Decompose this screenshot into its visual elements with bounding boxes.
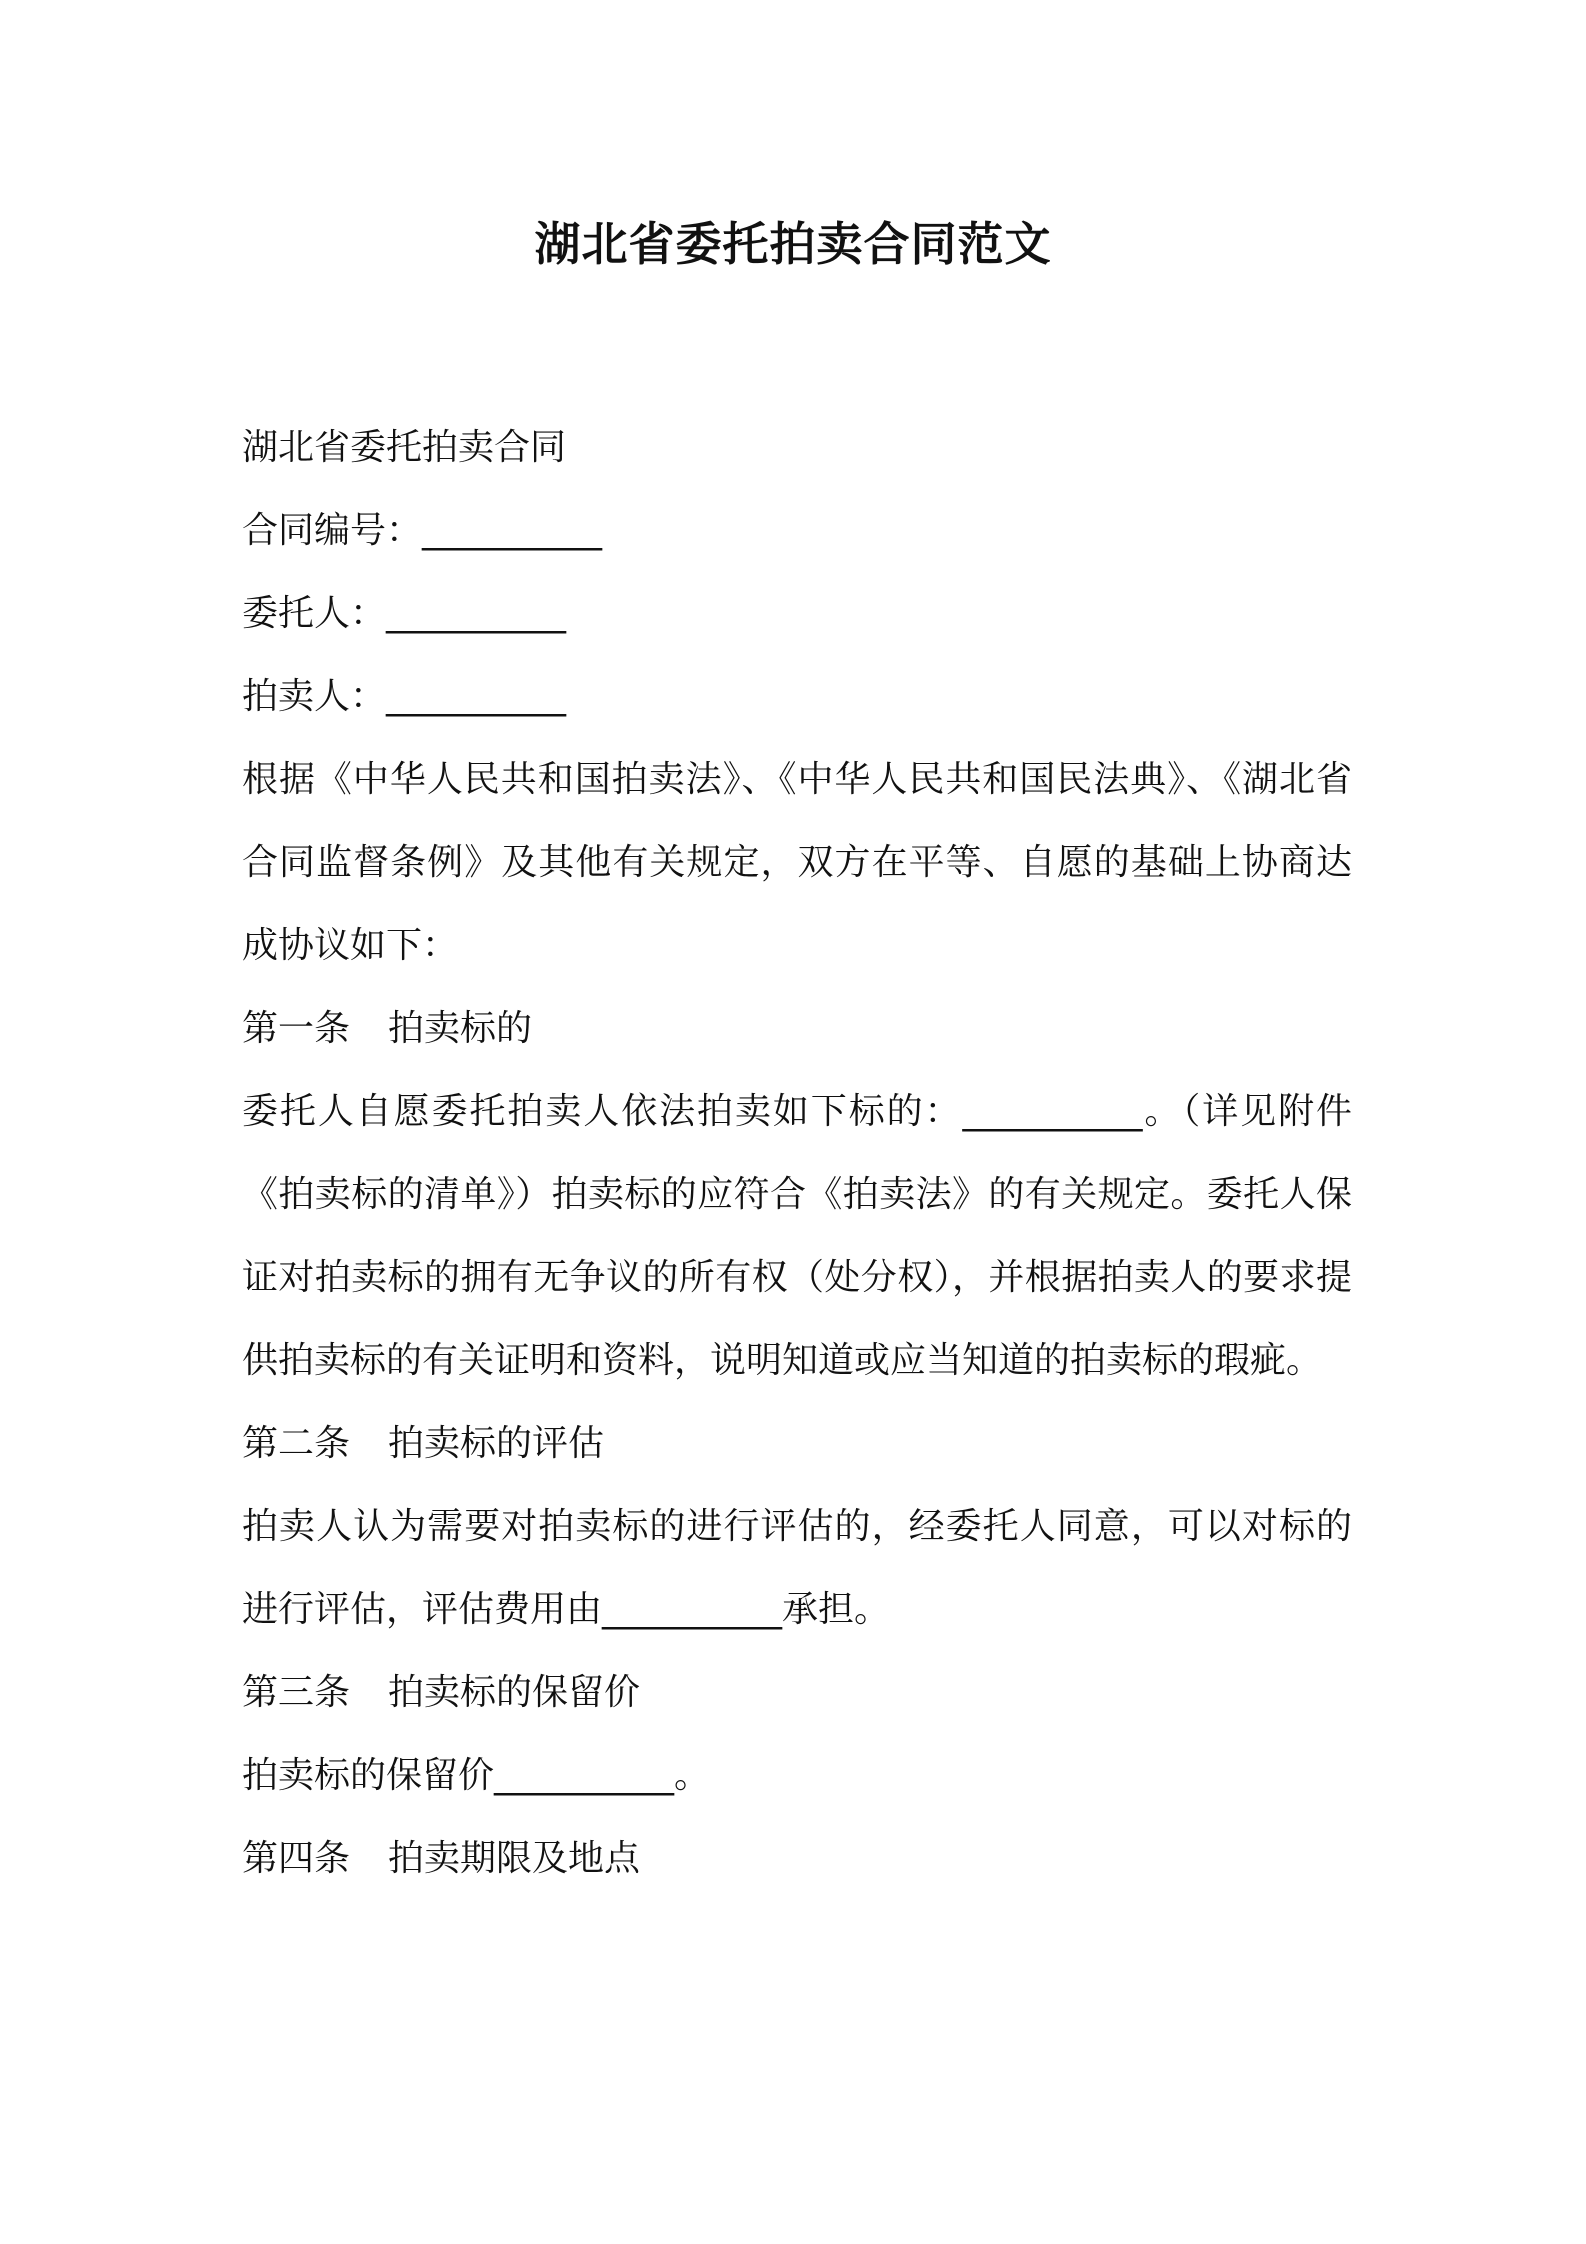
document-body [242, 406, 1352, 1900]
section-heading [242, 987, 1352, 1070]
section-title: 拍卖标的 [388, 1008, 533, 1049]
auctioneer-field: 拍卖人：__________ [242, 676, 567, 717]
section-number: 第四条 [242, 1838, 351, 1879]
section-body: 拍卖标的保留价__________。 [242, 1755, 711, 1796]
section-title: 拍卖标的评估 [388, 1423, 605, 1464]
section-body: 委托人自愿委托拍卖人依法拍卖如下标的：__________。（详见附件《拍卖标的清单》）拍卖标的应符合《拍卖法》的有关规定。委托人保证对拍卖标的拥有无争议的所有权（处分权），并根据拍卖人的要求提供拍卖标的有关证明和资料，说明知道或应当知道的拍卖标的瑕疵。 [242, 1091, 1352, 1381]
client-field: 委托人：__________ [242, 593, 567, 634]
section-heading [242, 1651, 1352, 1734]
section-number: 第三条 [242, 1672, 351, 1713]
contract-subtitle: 湖北省委托拍卖合同 [242, 427, 567, 468]
contract-number-field: 合同编号：__________ [242, 510, 603, 551]
document-title: 湖北省委托拍卖合同范文 [534, 217, 1052, 271]
section-title: 拍卖期限及地点 [388, 1838, 641, 1879]
section-heading [242, 1817, 1352, 1900]
section-title: 拍卖标的保留价 [388, 1672, 641, 1713]
preamble-paragraph: 根据《中华人民共和国拍卖法》、《中华人民共和国民法典》、《湖北省合同监督条例》及其他有关规定，双方在平等、自愿的基础上协商达成协议如下： [242, 759, 1352, 966]
section-number: 第一条 [242, 1008, 351, 1049]
section-number: 第二条 [242, 1423, 351, 1464]
section-heading [242, 1402, 1352, 1485]
section-body: 拍卖人认为需要对拍卖标的进行评估的，经委托人同意，可以对标的进行评估，评估费用由__________承担。 [242, 1506, 1352, 1630]
